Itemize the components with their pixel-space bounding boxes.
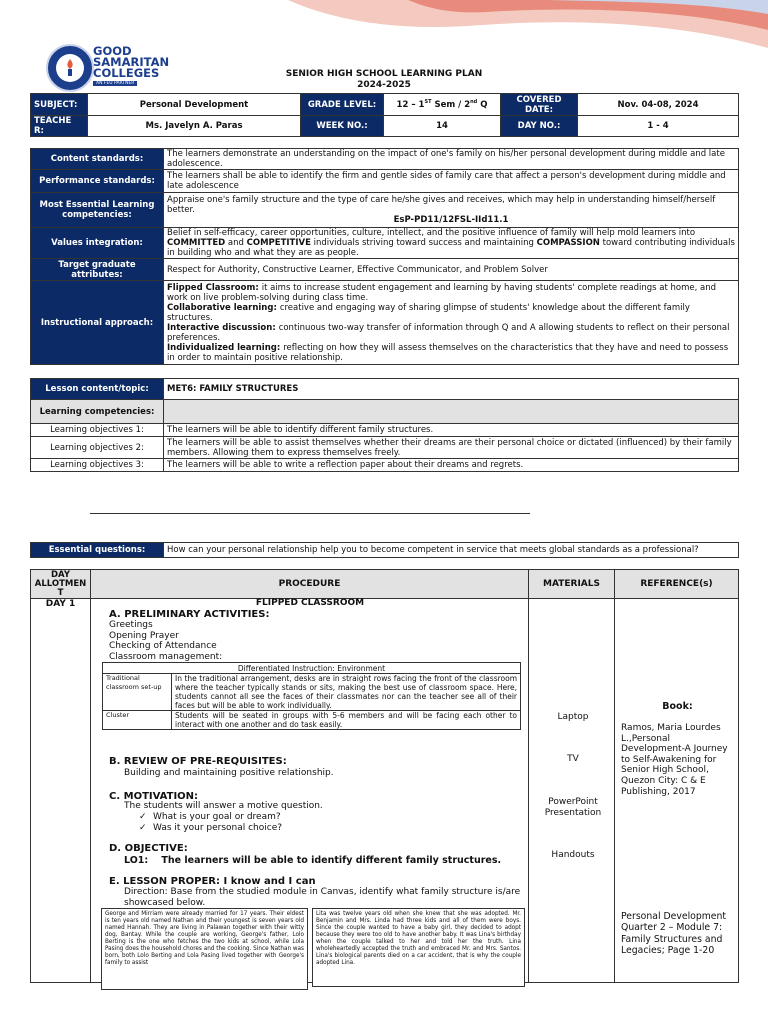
objective-1: The learners will be able to identify different family structures. [164, 424, 739, 437]
standards-table [30, 148, 739, 365]
section-a-title: A. PRELIMINARY ACTIVITIES: [109, 609, 270, 620]
topic: MET6: FAMILY STRUCTURES [164, 379, 739, 400]
header-materials: MATERIALS [529, 570, 615, 599]
story-card-1: George and Mirriam were already married for 17 years. Their eldest is ten years old named Nathan and their youngest is seven years old named Hannah. They are living in Palawan together with their witty dog, Bantay. While the couple are working, George's father, Lolo Berting is the one who fetches the two kids at school, while Lola Pasing does the household chores and the cooking. Since Nathan was born, both Lolo Berting and Lola Pasing lived together with George's family to assist [101, 908, 308, 990]
header-day: DAY ALLOTMEN T [31, 570, 91, 599]
topic-label: Lesson content/topic: [31, 379, 164, 400]
di-row2-label: Cluster [103, 711, 172, 730]
essential-table [30, 542, 739, 558]
instructional-approach: Flipped Classroom: it aims to increase student engagement and learning by having students' complete readings at home, and work on live problem-solving during class time. Collaborative learning: creative and engaging way of sharing glimpse of students' knowledge about the different family structures. Interactive discussion: continuous two-way transfer of information through Q and A allowing students to reflect on their personal preferences. Individualized learning: reflecting on how they will assess themselves on the characteristics that they have and need to possess in order to maintain positive relationship. [164, 281, 739, 365]
grade-value: 12 – 1ST Sem / 2nd Q [384, 94, 501, 116]
book-reference: Ramos, Maria Lourdes L.,Personal Development-A Journey to Self-Awakening for Senior High School, Quezon City: C & E Publishing, 2017 [621, 723, 728, 797]
differentiated-instruction-table [102, 662, 521, 730]
section-b-title: B. REVIEW OF PRE-REQUISITES: [109, 756, 287, 767]
di-row2: Students will be seated in groups with 5-6 members and will be facing each other to interact with one another and do task easily. [172, 711, 521, 730]
objective-2: The learners will be able to assist themselves whether their dreams are their personal choice or dictated (influenced) by their family members. Allowing them to express themselves freely. [164, 437, 739, 459]
values-integration: Belief in self-efficacy, career opportunities, culture, intellect, and the positive influence of family will help mold learners into COMMITTED and COMPETITIVE individuals striving toward success and maintaining COMPASSION toward contributing individuals in building who and what they are as people. [164, 228, 739, 259]
day-1: DAY 1 [31, 599, 91, 983]
values-label: Values integration: [31, 228, 164, 259]
school-name: GOOD SAMARITAN COLLEGES [93, 44, 170, 80]
divider [90, 513, 530, 514]
grade-label: GRADE LEVEL: [301, 94, 384, 116]
di-row1-label: Traditional classroom set-up [103, 674, 172, 711]
section-c-title: C. MOTIVATION: [109, 791, 199, 802]
target-attributes: Respect for Authority, Constructive Learner, Effective Communicator, and Problem Solver [164, 259, 739, 281]
section-d-text: LO1: The learners will be able to identify different family structures. [124, 855, 502, 866]
week-value: 14 [384, 116, 501, 137]
material-handouts: Handouts [551, 850, 595, 860]
di-row1: In the traditional arrangement, desks are in straight rows facing the front of the classroom where the teacher typically stands or sits, making the best use of classroom space. Here, students cannot all see the faces of their classmates nor can the teacher see all of their faces but will be able to work individually. [172, 674, 521, 711]
story-card-2: Lita was twelve years old when she knew that she was adopted. Mr. Benjamin and Mrs. Linda had three kids and all of them were boys. Since the couple wanted to have a baby girl, they decided to adopt because they were too old to have another baby. It was Lina's birthday when the couple talked to her and told her the truth. Lina wholeheartedly accepted the truth and embraced Mr. and Mrs. Santos. Lina's biological parents died on a car accident, that is why the couple adopted Lina. [312, 908, 525, 987]
objective-3: The learners will be able to write a reflection paper about their dreams and regrets. [164, 459, 739, 472]
section-a-items: Greetings Opening Prayer Checking of Attendance Classroom management: [109, 620, 223, 662]
day-label: DAY NO.: [501, 116, 578, 137]
learning-competencies-label: Learning competencies: [31, 400, 164, 424]
section-d-title: D. OBJECTIVE: [109, 843, 188, 854]
performance-standards-label: Performance standards: [31, 170, 164, 193]
page-title: SENIOR HIGH SCHOOL LEARNING PLAN 2024-2025 [285, 69, 483, 90]
material-laptop: Laptop [557, 712, 589, 722]
section-e-text: Direction: Base from the studied module in Canvas, identify what family structure is/are showcased below. [124, 887, 521, 908]
essential-questions-label: Essential questions: [31, 543, 164, 558]
section-b-text: Building and maintaining positive relationship. [124, 768, 334, 778]
week-label: WEEK NO.: [301, 116, 384, 137]
day-value: 1 - 4 [578, 116, 739, 137]
materials-cell [529, 599, 615, 983]
motive-question-2: ✓ Was it your personal choice? [139, 823, 283, 833]
teacher-value: Ms. Javelyn A. Paras [88, 116, 301, 137]
objective-1-label: Learning objectives 1: [31, 424, 164, 437]
header-decoration [248, 0, 768, 60]
instructional-approach-label: Instructional approach: [31, 281, 164, 365]
content-standards-label: Content standards: [31, 149, 164, 170]
competency: Appraise one's family structure and the type of care he/she gives and receives, which may help in understanding himself/herself better. EsP-PD11/12FSL-IId11.1 [164, 193, 739, 228]
content-standards: The learners demonstrate an understanding on the impact of one's family on his/her personal development during middle and late adolescence. [164, 149, 739, 170]
di-title: Differentiated Instruction: Environment [103, 663, 521, 674]
competency-code: EsP-PD11/12FSL-IId11.1 [393, 215, 509, 225]
flipped-classroom-title: FLIPPED CLASSROOM [255, 598, 365, 608]
teacher-label: TEACHE R: [31, 116, 88, 137]
partner-tag: AN FEU PARTNER [93, 81, 137, 86]
module-reference: Personal Development Quarter 2 – Module 7: Family Structures and Legacies; Page 1-20 [621, 911, 727, 956]
section-c-content: The students will answer a motive question. ✓ What is your goal or dream? ✓ Was it your personal choice? [124, 801, 323, 833]
lesson-table [30, 378, 739, 472]
competency-label: Most Essential Learning competencies: [31, 193, 164, 228]
covered-value: Nov. 04-08, 2024 [578, 94, 739, 116]
header-references: REFERENCE(s) [615, 570, 739, 599]
subject-label: SUBJECT: [31, 94, 88, 116]
performance-standards: The learners shall be able to identify the firm and gentle sides of family care that affect a person's development during middle and late adolescence [164, 170, 739, 193]
material-tv: TV [567, 754, 579, 764]
subject-value: Personal Development [88, 94, 301, 116]
motive-question-1: ✓ What is your goal or dream? [139, 812, 281, 822]
section-e-title: E. LESSON PROPER: I know and I can [109, 876, 316, 887]
learning-competencies [164, 400, 739, 424]
book-label: Book: [662, 701, 693, 712]
covered-label: COVERED DATE: [501, 94, 578, 116]
objective-3-label: Learning objectives 3: [31, 459, 164, 472]
objective-2-label: Learning objectives 2: [31, 437, 164, 459]
header-procedure: PROCEDURE [91, 570, 529, 599]
target-attributes-label: Target graduate attributes: [31, 259, 164, 281]
material-powerpoint: PowerPoint Presentation [544, 797, 602, 818]
info-table [30, 93, 739, 137]
essential-question: How can your personal relationship help you to become competent in service that meets global standards as a professional? [164, 543, 739, 558]
